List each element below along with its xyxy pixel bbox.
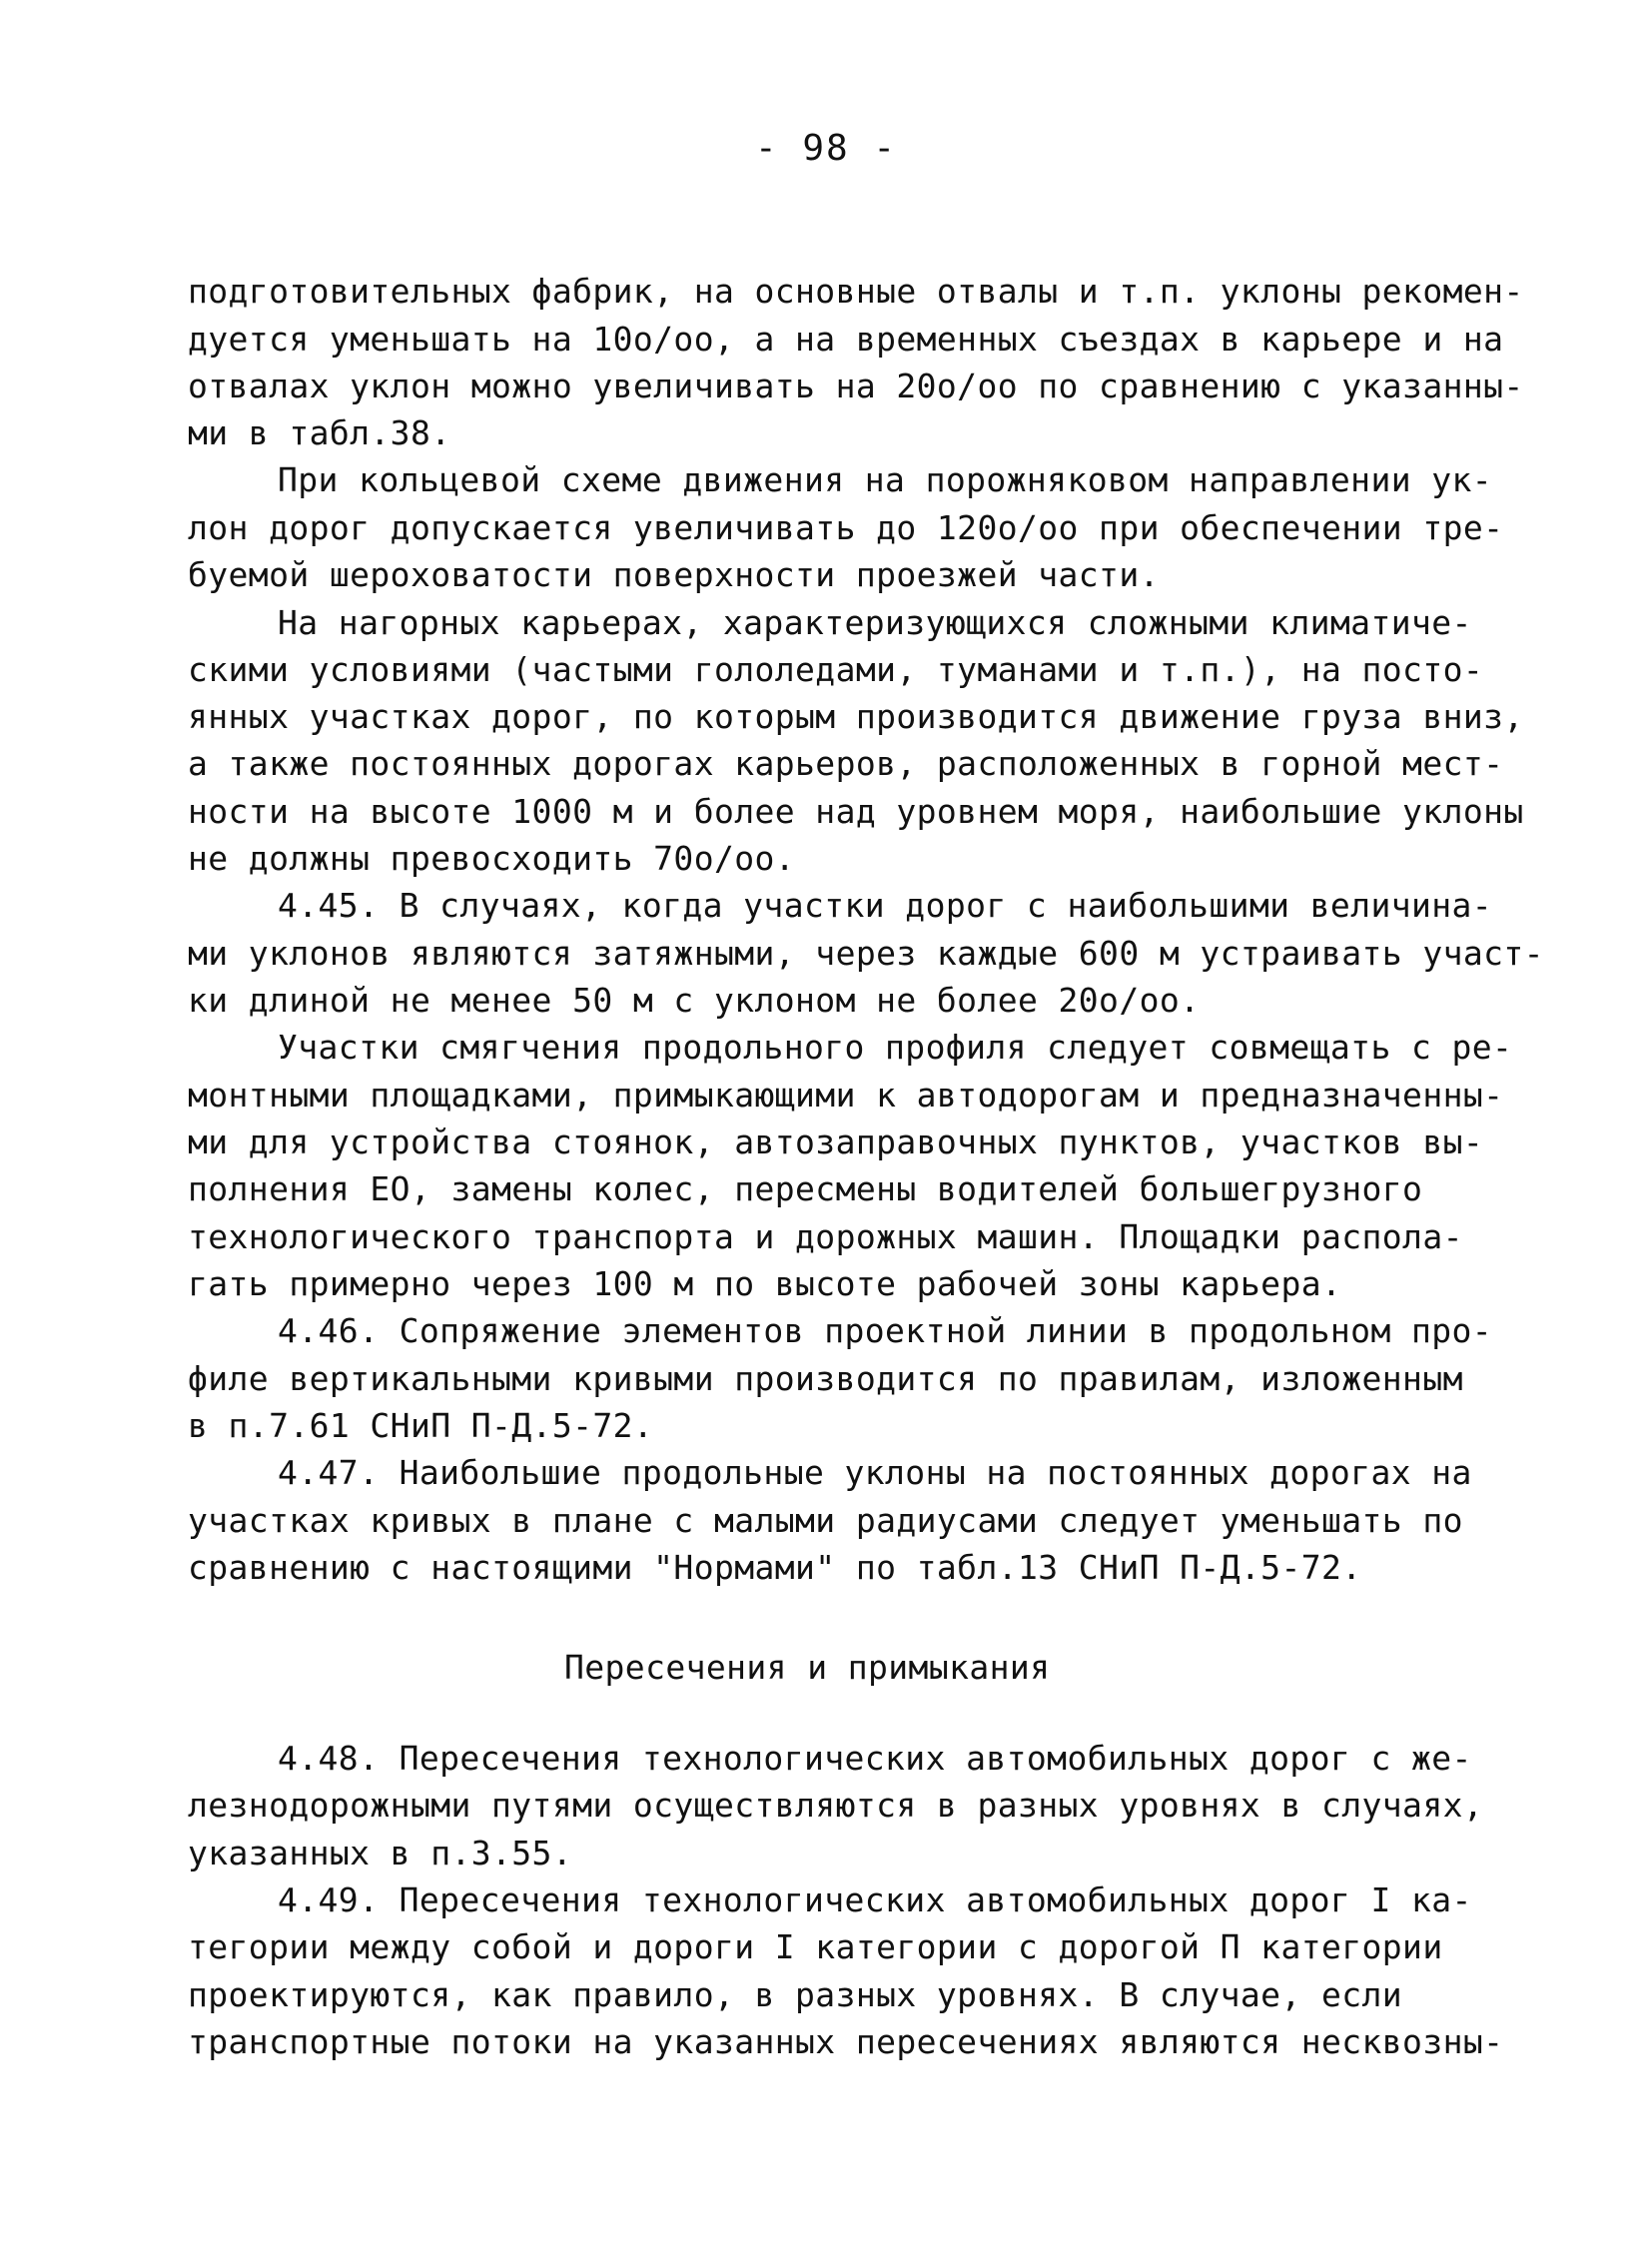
text-line: отвалах уклон можно увеличивать на 20о/оо по сравнению с указанны- [188, 367, 1524, 405]
text-line: буемой шероховатости поверхности проезжей части. [188, 555, 1160, 594]
text-line: дуется уменьшать на 10о/оо, а на временных съездах в карьере и на [188, 320, 1504, 359]
text-line: 4.45. В случаях, когда участки дорог с наибольшими величина- [278, 886, 1493, 925]
page-number: - 98 - [754, 128, 898, 169]
text-line: транспортные потоки на указанных пересечениях являются несквозны- [188, 2022, 1504, 2061]
text-line: а также постоянных дорогах карьеров, расположенных в горной мест- [188, 744, 1504, 783]
text-line: При кольцевой схеме движения на порожняковом направлении ук- [278, 460, 1493, 499]
text-line: 4.47. Наибольшие продольные уклоны на постоянных дорогах на [278, 1453, 1472, 1492]
text-line: подготовительных фабрик, на основные отвалы и т.п. уклоны рекомен- [188, 272, 1524, 311]
text-line: тегории между собой и дороги I категории с дорогой П категории [188, 1927, 1443, 1966]
text-line: ки длиной не менее 50 м с уклоном не более 20о/оо. [188, 981, 1201, 1020]
text-line: лезнодорожными путями осуществляются в разных уровнях в случаях, [188, 1786, 1484, 1825]
text-line: гать примерно через 100 м по высоте рабочей зоны карьера. [188, 1264, 1342, 1303]
text-line: филе вертикальными кривыми производится по правилам, изложенным [188, 1359, 1463, 1398]
text-line: проектируются, как правило, в разных уровнях. В случае, если [188, 1975, 1403, 2014]
text-line: полнения ЕО, замены колес, пересмены водителей большегрузного [188, 1169, 1423, 1208]
text-line: монтными площадками, примыкающими к автодорогам и предназначенны- [188, 1076, 1504, 1115]
text-line: ности на высоте 1000 м и более над уровнем моря, наибольшие уклоны [188, 792, 1524, 831]
text-line: 4.46. Сопряжение элементов проектной линии в продольном про- [278, 1311, 1493, 1350]
text-line: лон дорог допускается увеличивать до 120о/оо при обеспечении тре- [188, 508, 1504, 547]
text-line: На нагорных карьерах, характеризующихся сложными климатиче- [278, 603, 1472, 642]
text-line: ми для устройства стоянок, автозаправочных пунктов, участков вы- [188, 1122, 1484, 1161]
text-line: янных участках дорог, по которым производится движение груза вниз, [188, 697, 1524, 736]
text-line: в п.7.61 СНиП П-Д.5-72. [188, 1406, 654, 1445]
section-heading: Пересечения и примыкания [564, 1648, 1051, 1687]
text-line: ми уклонов являются затяжными, через каждые 600 м устраивать участ- [188, 934, 1544, 973]
text-line: Участки смягчения продольного профиля следует совмещать с ре- [278, 1028, 1513, 1067]
text-line: технологического транспорта и дорожных машин. Площадки распола- [188, 1217, 1463, 1256]
text-line: участках кривых в плане с малыми радиусами следует уменьшать по [188, 1501, 1463, 1540]
text-line: указанных в п.3.55. [188, 1834, 573, 1872]
text-line: сравнению с настоящими "Нормами" по табл.13 СНиП П-Д.5-72. [188, 1548, 1362, 1587]
text-line: ми в табл.38. [188, 413, 451, 452]
text-line: не должны превосходить 70о/оо. [188, 839, 796, 878]
text-line: 4.48. Пересечения технологических автомобильных дорог с же- [278, 1739, 1472, 1778]
text-line: скими условиями (частыми гололедами, туманами и т.п.), на посто- [188, 650, 1484, 689]
text-line: 4.49. Пересечения технологических автомобильных дорог I ка- [278, 1880, 1472, 1919]
